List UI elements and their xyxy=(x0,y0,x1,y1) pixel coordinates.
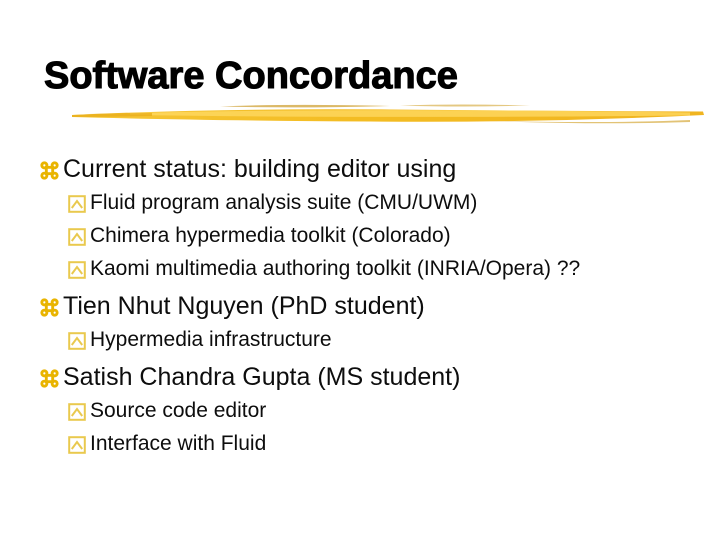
boxed-chevron-icon xyxy=(68,332,86,350)
bullet-item-level2 xyxy=(40,427,712,460)
bullet-item-level1 xyxy=(40,152,712,186)
bullet-text: Hypermedia infrastructure xyxy=(90,328,332,351)
bullet-item-level2 xyxy=(40,252,712,285)
bullet-text: Current status: building editor using xyxy=(63,155,457,183)
boxed-chevron-icon xyxy=(68,261,86,279)
bullet-item-level2 xyxy=(40,219,712,252)
bullet-text: Kaomi multimedia authoring toolkit (INRIA/Opera) ?? xyxy=(90,257,581,280)
bullet-item-level1 xyxy=(40,360,712,394)
boxed-chevron-icon xyxy=(68,195,86,213)
bullet-item-level2 xyxy=(40,323,712,356)
command-clover-icon xyxy=(40,298,59,317)
bullet-item-level1 xyxy=(40,289,712,323)
command-clover-icon xyxy=(40,161,59,180)
slide-title: Software Concordance xyxy=(44,55,458,97)
brush-stroke-underline xyxy=(70,99,706,129)
boxed-chevron-icon xyxy=(68,403,86,421)
bullet-text: Tien Nhut Nguyen (PhD student) xyxy=(63,292,425,320)
bullet-item-level2 xyxy=(40,394,712,427)
bullet-list xyxy=(40,152,712,460)
bullet-text: Satish Chandra Gupta (MS student) xyxy=(63,363,461,391)
boxed-chevron-icon xyxy=(68,436,86,454)
boxed-chevron-icon xyxy=(68,228,86,246)
bullet-text: Interface with Fluid xyxy=(90,432,267,455)
bullet-text: Source code editor xyxy=(90,399,267,422)
bullet-item-level2 xyxy=(40,186,712,219)
command-clover-icon xyxy=(40,369,59,388)
bullet-text: Fluid program analysis suite (CMU/UWM) xyxy=(90,191,478,214)
bullet-text: Chimera hypermedia toolkit (Colorado) xyxy=(90,224,451,247)
